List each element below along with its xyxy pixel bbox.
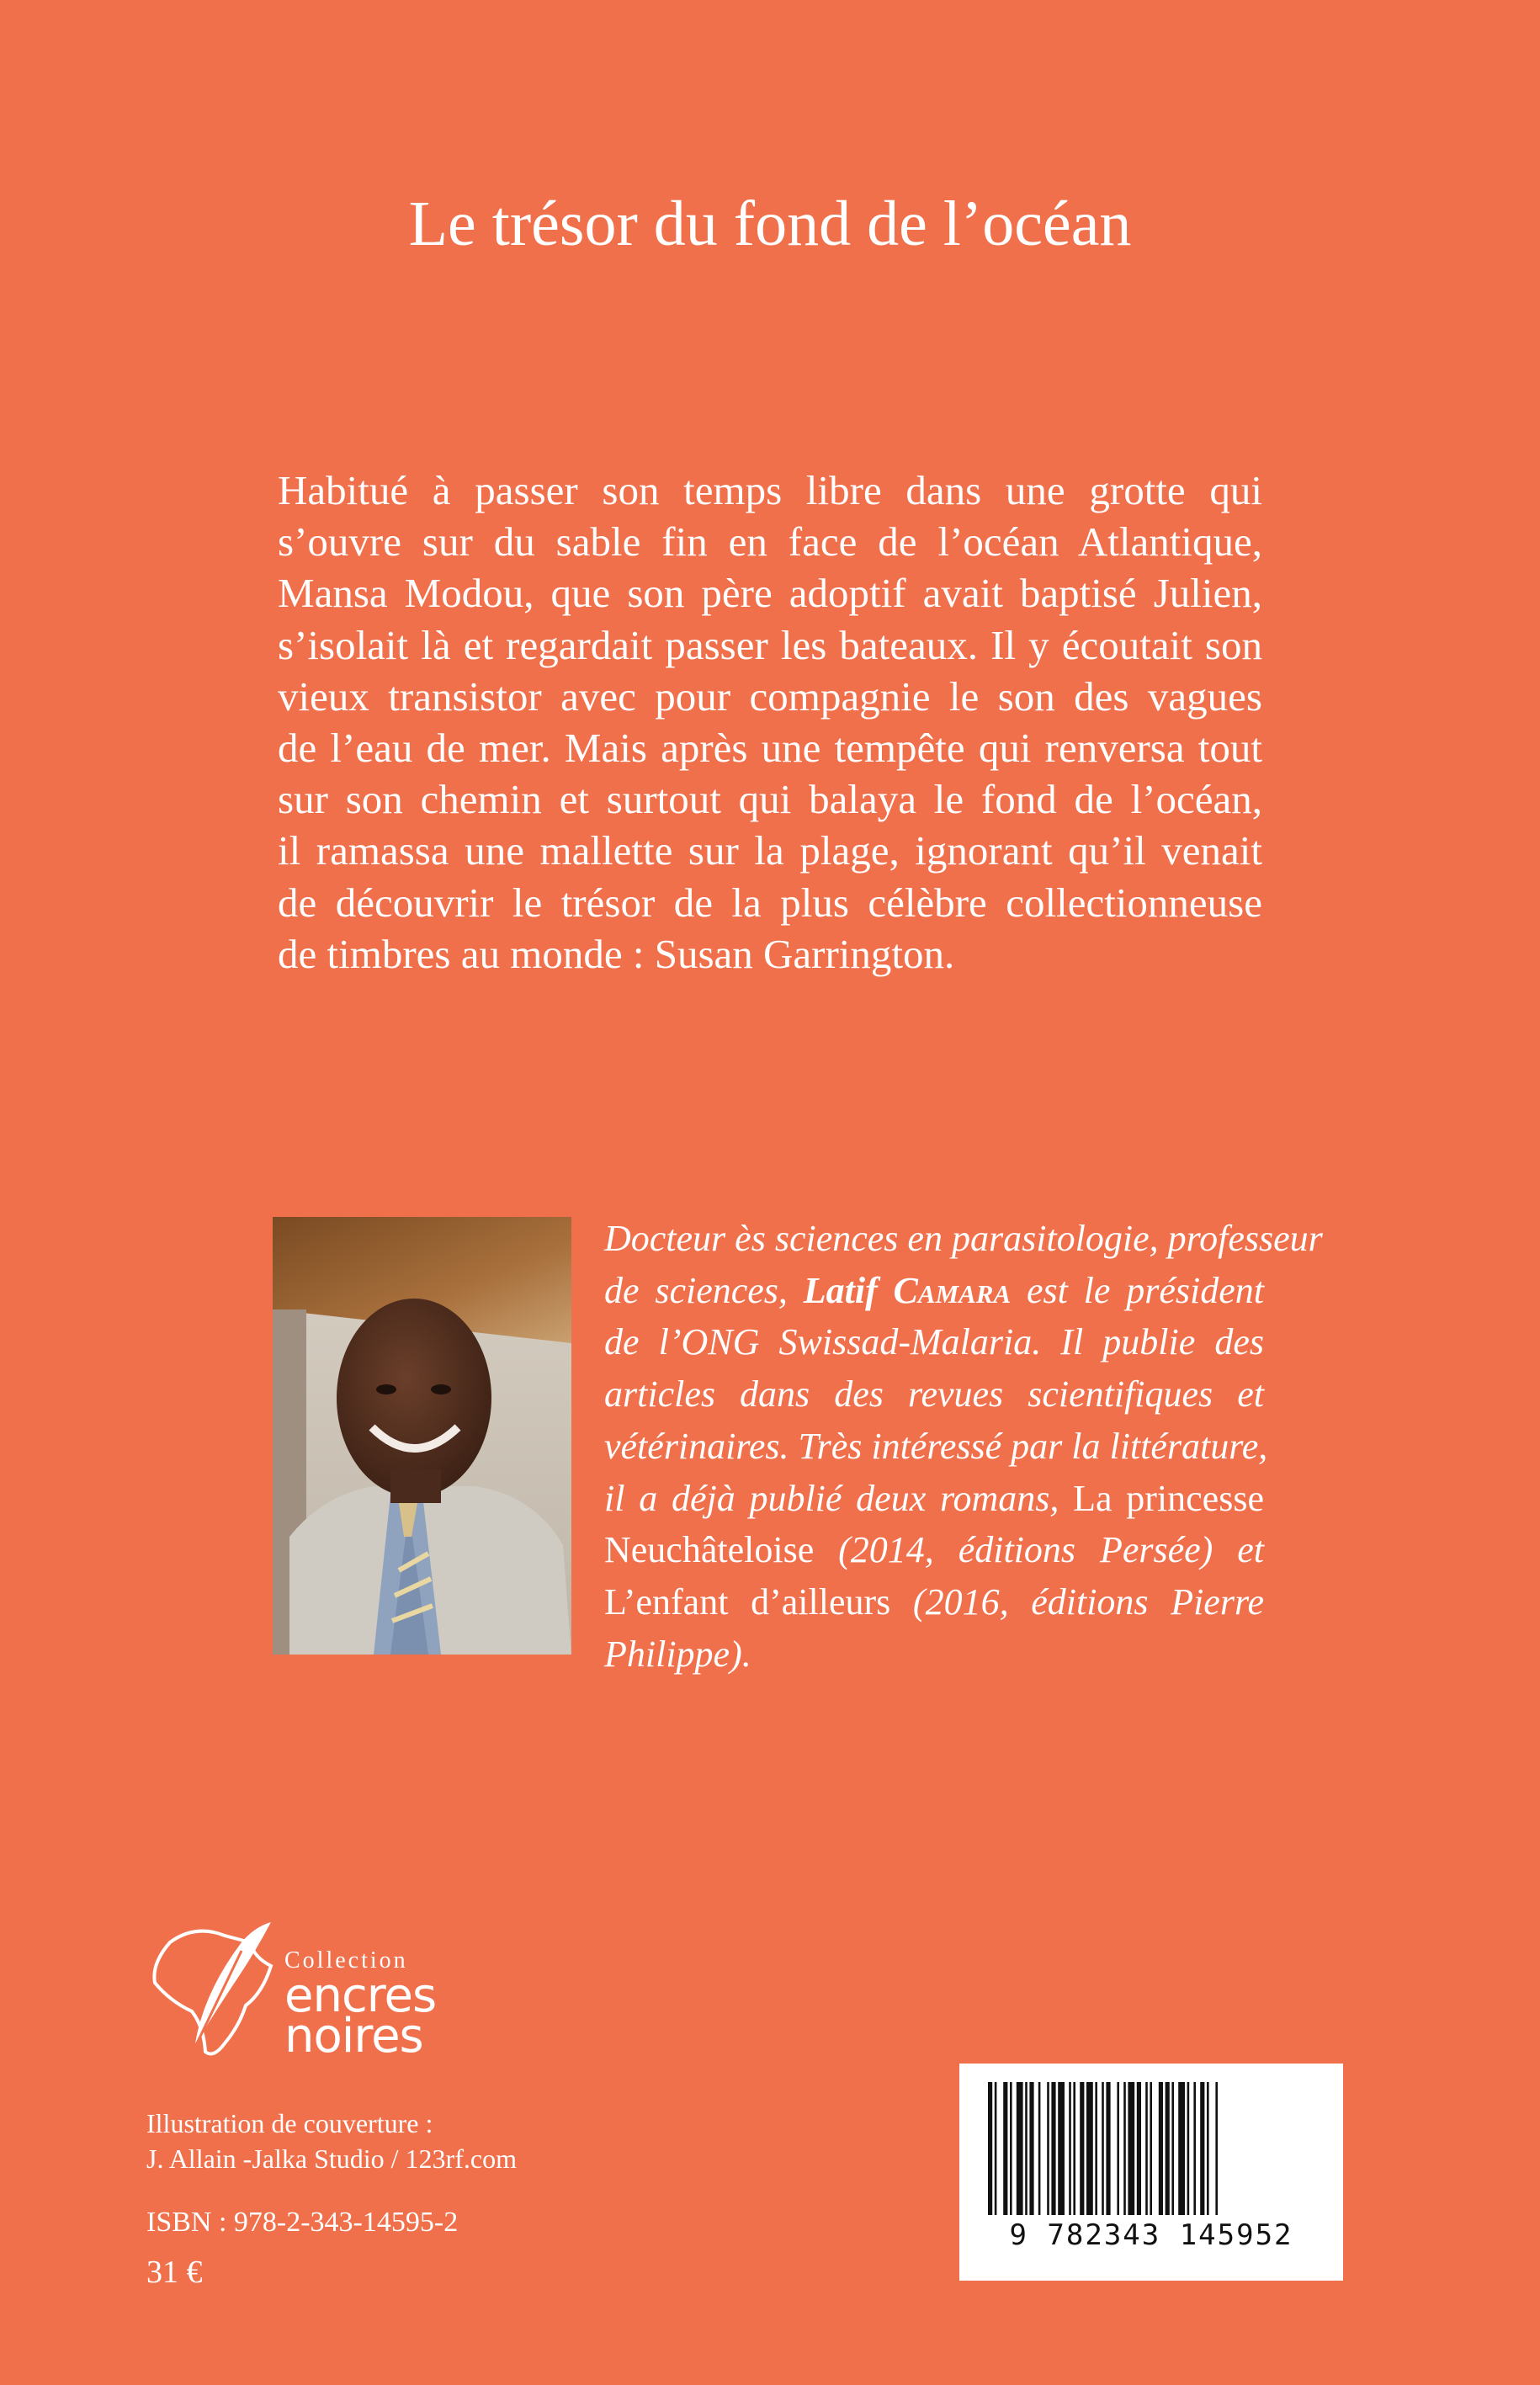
barcode-digits: 9 782343 145952 <box>1009 2218 1293 2252</box>
barcode-bar <box>1025 2082 1028 2215</box>
bio-line <box>604 1473 1264 1525</box>
synopsis-line: de l’eau de mer. Mais après une tempête qui renversa tout <box>278 725 1262 772</box>
barcode-bar <box>988 2082 992 2215</box>
bio-text: (2016, éditions Pierre <box>890 1580 1264 1623</box>
barcode-bar <box>1029 2082 1033 2215</box>
barcode-bar <box>1003 2082 1007 2215</box>
logo-word-noires: noires <box>284 2009 423 2064</box>
price: 31 € <box>146 2255 203 2290</box>
bio-line <box>604 1576 1264 1628</box>
barcode-bar <box>1086 2082 1093 2215</box>
bio-text: de sciences, <box>604 1269 804 1311</box>
book-title: Le trésor du fond de l’océan <box>408 189 1132 259</box>
bio-text: il a déjà publié deux romans, <box>604 1477 1074 1519</box>
barcode-bar <box>1215 2082 1218 2215</box>
bio-line <box>604 1265 1264 1317</box>
barcode-bar <box>1051 2082 1055 2215</box>
bio-line: articles dans des revues scientifiques et <box>604 1373 1264 1416</box>
publisher-logo <box>145 1917 481 2065</box>
bio-text: est le président <box>1011 1269 1264 1311</box>
africa-quill-icon <box>145 1917 288 2065</box>
barcode-bar <box>1128 2082 1134 2215</box>
synopsis-line: vieux transistor avec pour compagnie le son des vagues <box>278 672 1262 720</box>
barcode-bar <box>1207 2082 1209 2215</box>
synopsis-line: s’ouvre sur du sable fin en face de l’océan Atlantique, <box>278 518 1262 566</box>
book-title-2: L’enfant d’ailleurs <box>604 1580 891 1623</box>
logo-word-encres: encres <box>284 1968 437 2023</box>
book-title-1: La princesse <box>1073 1477 1264 1519</box>
barcode-bar <box>1137 2082 1141 2215</box>
bio-line: vétérinaires. Très intéressé par la littérature, <box>604 1425 1268 1467</box>
barcode-bar <box>1178 2082 1185 2215</box>
author-name <box>804 1270 1011 1311</box>
barcode-bar <box>1047 2082 1049 2215</box>
synopsis-line: de découvrir le trésor de la plus célèbre collectionneuse <box>278 879 1262 926</box>
author-bio <box>604 1213 1323 1680</box>
synopsis <box>278 465 1262 980</box>
synopsis-line: Habitué à passer son temps libre dans une grotte qui <box>278 467 1262 513</box>
barcode-bar <box>1123 2082 1126 2215</box>
book-title-1-end: Neuchâteloise <box>604 1529 815 1571</box>
cover-credits <box>146 2106 517 2176</box>
barcode-bar <box>1017 2082 1023 2215</box>
barcode-bar <box>1010 2082 1012 2215</box>
author-last-name: Camara <box>893 1269 1012 1311</box>
synopsis-line: de timbres au monde : Susan Garrington. <box>278 930 955 977</box>
barcode-bar <box>1150 2082 1152 2215</box>
barcode-bar <box>1102 2082 1104 2215</box>
barcode-bar <box>1200 2082 1204 2215</box>
barcode-bar <box>1159 2082 1163 2215</box>
barcode-bar <box>1106 2082 1110 2215</box>
logo-collection: Collection <box>284 1947 408 1973</box>
synopsis-line: Mansa Modou, que son père adoptif avait baptisé Julien, <box>278 570 1262 617</box>
bio-text: (2014, éditions Persée) et <box>814 1529 1264 1571</box>
barcode-bar <box>1038 2082 1041 2215</box>
barcode-bar <box>1171 2082 1174 2215</box>
barcode-bar <box>1073 2082 1075 2215</box>
credits-line-1: Illustration de couverture : <box>146 2108 433 2138</box>
barcode-bar <box>1145 2082 1148 2215</box>
bio-line <box>604 1524 1264 1576</box>
barcode-bar <box>1080 2082 1084 2215</box>
barcode-bar <box>1117 2082 1119 2215</box>
synopsis-line: sur son chemin et surtout qui balaya le fond de l’océan, <box>278 776 1262 823</box>
barcode-bar <box>995 2082 997 2215</box>
author-photo <box>273 1217 571 1655</box>
barcode <box>959 2064 1343 2281</box>
author-first-name: Latif <box>803 1269 894 1311</box>
bio-line: Philippe). <box>604 1633 751 1675</box>
barcode-bar <box>1166 2082 1170 2215</box>
barcode-bar <box>1193 2082 1196 2215</box>
bio-line: Docteur ès sciences en parasitologie, professeur <box>604 1218 1323 1259</box>
bio-line: de l’ONG Swissad-Malaria. Il publie des <box>604 1321 1264 1363</box>
synopsis-line: il ramassa une mallette sur la plage, ignorant qu’il venait <box>278 827 1262 874</box>
barcode-bar <box>1095 2082 1097 2215</box>
barcode-bar <box>1187 2082 1190 2215</box>
isbn: ISBN : 978-2-343-14595-2 <box>146 2207 459 2238</box>
credits-line-2: J. Allain -Jalka Studio / 123rf.com <box>146 2143 517 2174</box>
barcode-bar <box>1069 2082 1071 2215</box>
synopsis-line: s’isolait là et regardait passer les bateaux. Il y écoutait son <box>278 621 1262 668</box>
barcode-bar <box>1058 2082 1065 2215</box>
